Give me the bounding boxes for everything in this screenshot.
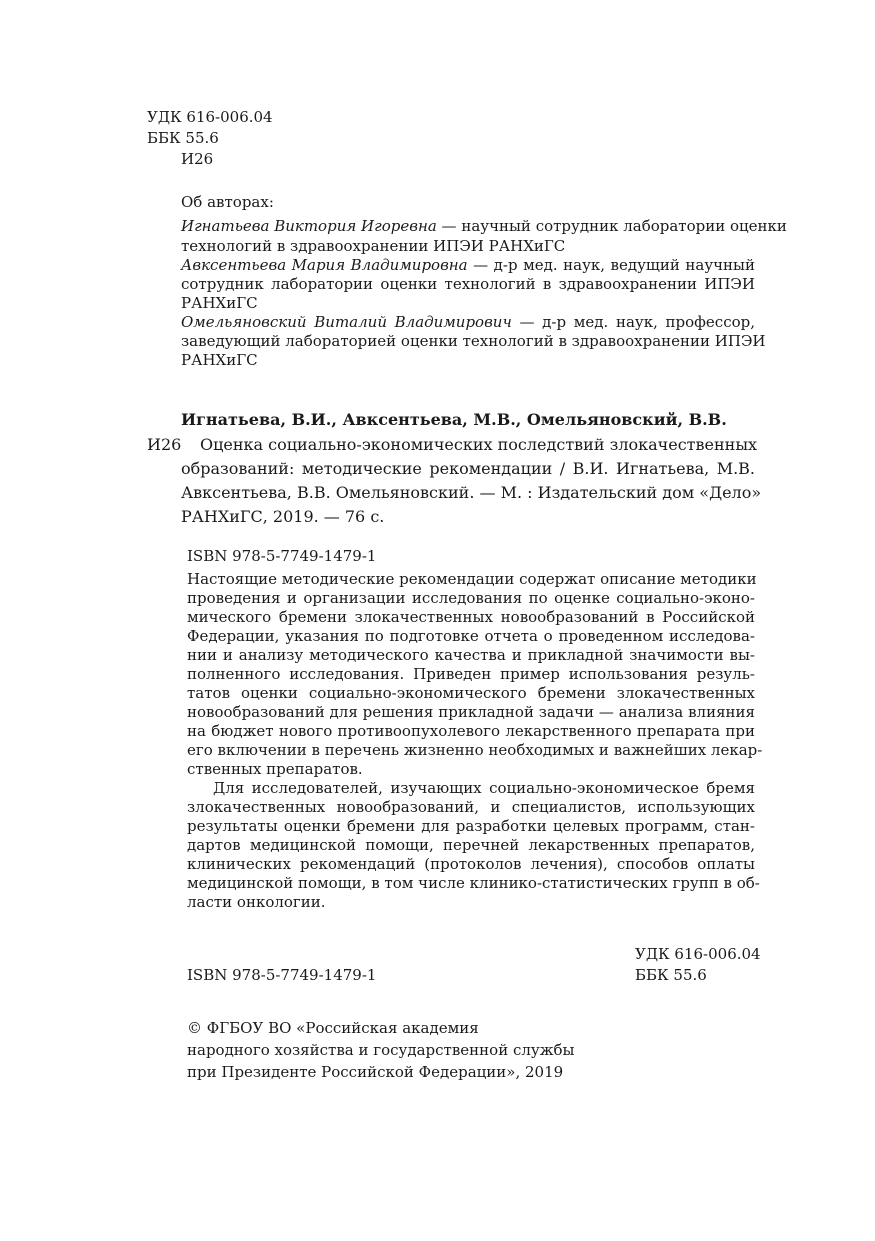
abstract-line: ственных препаратов. xyxy=(187,760,363,778)
bib-line: РАНХиГС, 2019. — 76 с. xyxy=(181,507,385,526)
author-2-line-2: сотрудник лаборатории оценки технологий в здравоохранении ИПЭИ xyxy=(181,275,755,293)
abstract-line: проведения и организации исследования по оценке социально-эконо- xyxy=(187,589,755,607)
bottom-bbk: ББК 55.6 xyxy=(635,966,707,984)
copyright-line: народного хозяйства и государственной службы xyxy=(187,1041,575,1059)
author-1-line-1: Игнатьева Виктория Игоревна — научный сотрудник лаборатории оценки xyxy=(181,217,787,235)
abstract-line: мического бремени злокачественных новообразований в Российской xyxy=(187,608,755,626)
author-3-line-1: Омельяновский Виталий Владимирович — д-р мед. наук, профессор, xyxy=(181,313,755,331)
audience-line: ласти онкологии. xyxy=(187,893,326,911)
abstract-line: татов оценки социально-экономического бремени злокачественных xyxy=(187,684,755,702)
bib-line: Оценка социально-экономических последствий злокачественных xyxy=(200,435,758,454)
abstract-line: новообразований для решения прикладной задачи — анализа влияния xyxy=(187,703,755,721)
audience-line: дартов медицинской помощи, перечней лекарственных препаратов, xyxy=(187,836,755,854)
author-mark: И26 xyxy=(181,150,214,168)
audience-line: клинических рекомендаций (протоколов лечения), способов оплаты xyxy=(187,855,755,873)
bottom-udk: УДК 616-006.04 xyxy=(635,945,761,963)
copyright-line: при Президенте Российской Федерации», 2019 xyxy=(187,1063,564,1081)
author-3-line-3: РАНХиГС xyxy=(181,351,258,369)
audience-line: Для исследователей, изучающих социально-экономическое бремя xyxy=(213,779,755,797)
author-3-line-2: заведующий лабораторией оценки технологий в здравоохранении ИПЭИ xyxy=(181,332,766,350)
copyright-line: © ФГБОУ ВО «Российская академия xyxy=(187,1019,479,1037)
abstract-line: Федерации, указания по подготовке отчета о проведенном исследова- xyxy=(187,627,755,645)
audience-line: медицинской помощи, в том числе клинико-статистических групп в об- xyxy=(187,874,760,892)
audience-line: злокачественных новообразований, и специалистов, использующих xyxy=(187,798,755,816)
author-1-line-2: технологий в здравоохранении ИПЭИ РАНХиГС xyxy=(181,237,566,255)
abstract-line: на бюджет нового противоопухолевого лекарственного препарата при xyxy=(187,722,755,740)
bib-line: Авксентьева, В.В. Омельяновский. — М. : Издательский дом «Дело» xyxy=(181,483,762,502)
author-2-line-3: РАНХиГС xyxy=(181,294,258,312)
author-2-name: Авксентьева Мария Владимировна xyxy=(181,256,468,274)
abstract-line: полненного исследования. Приведен пример использования резуль- xyxy=(187,665,755,683)
abstract-line: нии и анализу методического качества и прикладной значимости вы- xyxy=(187,646,755,664)
bib-authors: Игнатьева, В.И., Авксентьева, М.В., Омельяновский, В.В. xyxy=(181,410,727,429)
bbk-code: ББК 55.6 xyxy=(147,129,219,147)
author-2-line-1: Авксентьева Мария Владимировна — д-р мед. наук, ведущий научный xyxy=(181,256,755,274)
author-3-name: Омельяновский Виталий Владимирович xyxy=(181,313,512,331)
author-1-name: Игнатьева Виктория Игоревна xyxy=(181,217,437,235)
bottom-isbn: ISBN 978-5-7749-1479-1 xyxy=(187,966,377,984)
bib-line: образований: методические рекомендации / В.И. Игнатьева, М.В. xyxy=(181,459,755,478)
abstract-line: его включении в перечень жизненно необходимых и важнейших лекар- xyxy=(187,741,763,759)
isbn: ISBN 978-5-7749-1479-1 xyxy=(187,547,377,565)
bib-mark: И26 xyxy=(147,435,182,454)
udk-code: УДК 616-006.04 xyxy=(147,108,273,126)
abstract-line: Настоящие методические рекомендации содержат описание методики xyxy=(187,570,757,588)
audience-line: результаты оценки бремени для разработки целевых программ, стан- xyxy=(187,817,755,835)
about-authors-heading: Об авторах: xyxy=(181,193,274,211)
